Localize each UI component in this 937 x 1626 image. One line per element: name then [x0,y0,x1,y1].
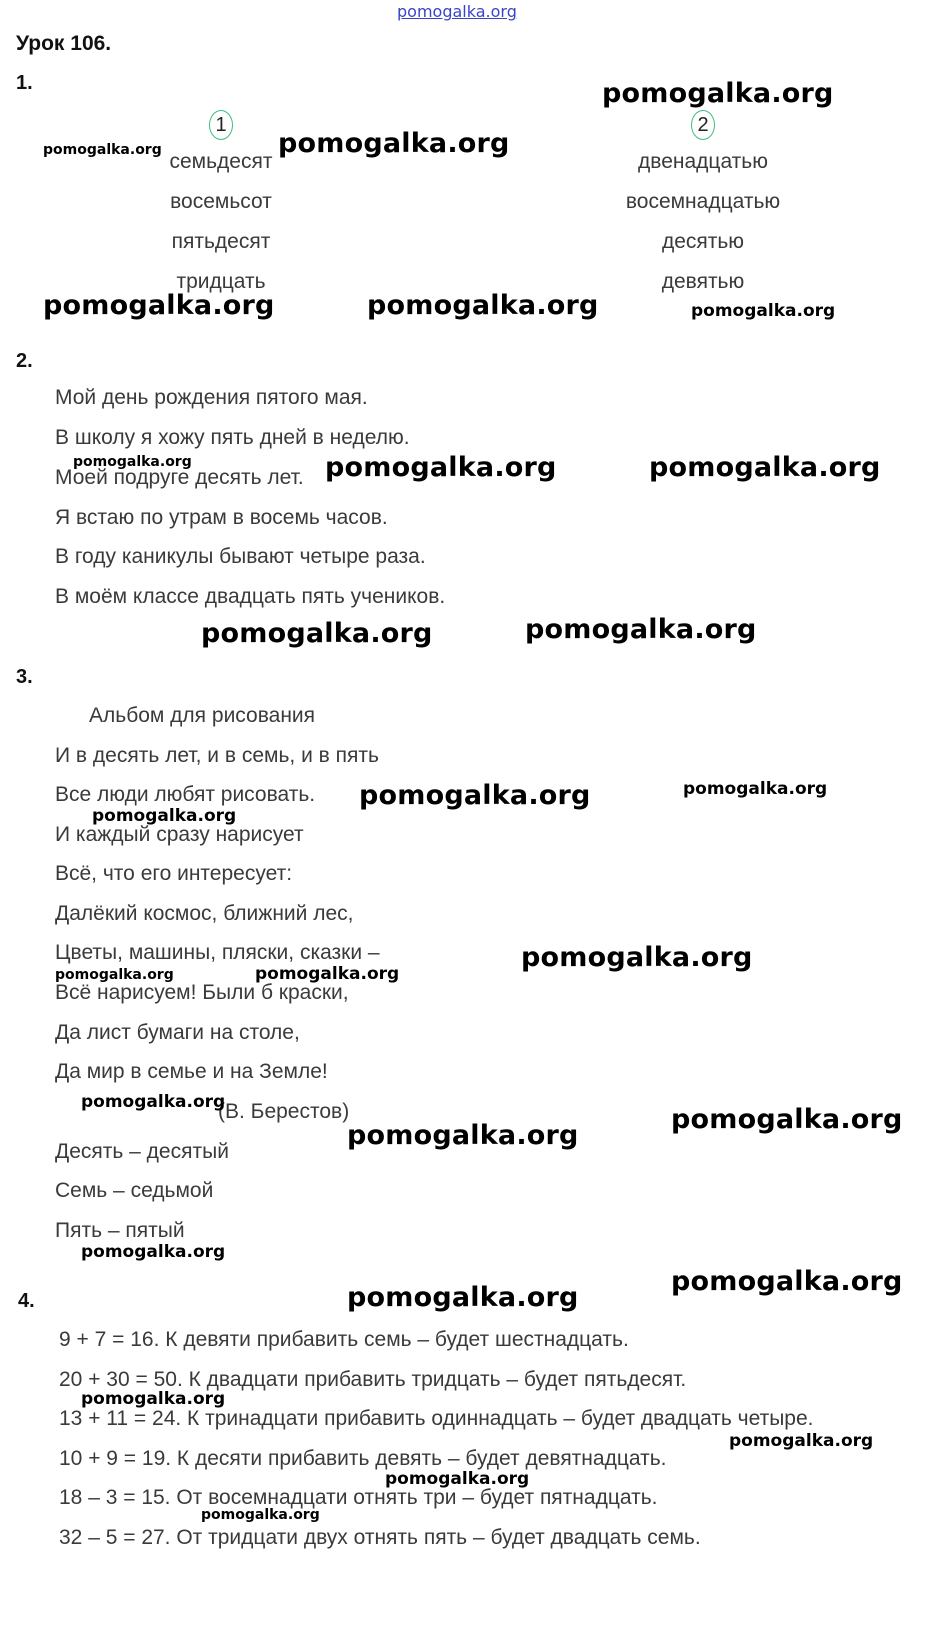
watermark: pomogalka.org [367,290,599,321]
poem-author: (В. Берестов) [218,1100,350,1123]
equation-line: 18 – 3 = 15. От восемнадцати отнять три – будет пятнадцать. [59,1486,658,1509]
poem-line: Цветы, машины, пляски, сказки – [55,941,380,964]
watermark: pomogalka.org [347,1282,579,1313]
watermark: pomogalka.org [55,967,174,983]
poem-line: Да лист бумаги на столе, [55,1021,300,1044]
task2-number: 2. [16,350,33,372]
watermark: pomogalka.org [521,942,753,973]
poem-line: Всё нарисуем! Были б краски, [55,981,349,1004]
list-item: двенадцатью [638,150,768,173]
poem-line: Да мир в семье и на Земле! [55,1060,328,1083]
task1-column1 [140,142,302,302]
watermark: pomogalka.org [73,454,192,470]
watermark: pomogalka.org [255,964,400,984]
list-item: пятьдесят [171,230,271,253]
poem-title: Альбом для рисования [89,704,316,727]
equation-line: 9 + 7 = 16. К девяти прибавить семь – будет шестнадцать. [59,1328,629,1351]
column2-marker: 2 [691,110,715,140]
watermark: pomogalka.org [602,78,834,109]
equation-line: 32 – 5 = 27. От тридцати двух отнять пять – будет двадцать семь. [59,1526,701,1549]
list-item: девятью [661,270,745,293]
task2-line: Моей подруге десять лет. [55,466,304,489]
watermark: pomogalka.org [43,142,162,158]
poem-line: Все люди любят рисовать. [55,783,316,806]
watermark: pomogalka.org [92,806,237,826]
watermark: pomogalka.org [278,128,510,159]
task2-line: Мой день рождения пятого мая. [55,386,368,409]
page-title: Урок 106. [16,32,112,55]
column1-marker: 1 [209,110,233,140]
watermark: pomogalka.org [671,1266,903,1297]
word-pair: Десять – десятый [55,1140,229,1163]
watermark: pomogalka.org [201,1507,320,1523]
watermark: pomogalka.org [201,618,433,649]
task2-line: В школу я хожу пять дней в неделю. [55,426,410,449]
watermark: pomogalka.org [81,1092,226,1112]
watermark: pomogalka.org [385,1469,530,1489]
task1-column2 [600,142,806,302]
list-item: восемьсот [170,190,272,213]
watermark: pomogalka.org [347,1120,579,1151]
watermark: pomogalka.org [43,290,275,321]
watermark: pomogalka.org [81,1389,226,1409]
task4-number: 4. [18,1290,35,1312]
watermark: pomogalka.org [325,452,557,483]
watermark: pomogalka.org [671,1104,903,1135]
poem-line: И в десять лет, и в семь, и в пять [55,744,379,767]
task2-line: Я встаю по утрам в восемь часов. [55,506,388,529]
list-item: восемнадцатью [625,190,781,213]
poem-line: Далёкий космос, ближний лес, [55,902,354,925]
equation-line: 13 + 11 = 24. К тринадцати прибавить одиннадцать – будет двадцать четыре. [59,1407,814,1430]
equation-line: 10 + 9 = 19. К десяти прибавить девять – будет девятнадцать. [59,1447,667,1470]
list-item: семьдесят [169,150,273,173]
top-watermark[interactable]: pomogalka.org [397,2,517,21]
watermark: pomogalka.org [691,301,836,321]
watermark: pomogalka.org [683,779,828,799]
list-item: десятью [661,230,745,253]
list-item: тридцать [176,270,266,293]
task1-number: 1. [16,72,33,94]
equation-line: 20 + 30 = 50. К двадцати прибавить тридцать – будет пятьдесят. [59,1368,687,1391]
task2-line: В моём классе двадцать пять учеников. [55,585,446,608]
task3-number: 3. [16,666,33,688]
word-pair: Пять – пятый [55,1219,185,1242]
watermark: pomogalka.org [359,780,591,811]
watermark: pomogalka.org [649,452,881,483]
watermark: pomogalka.org [729,1431,874,1451]
word-pair: Семь – седьмой [55,1179,214,1202]
watermark: pomogalka.org [81,1242,226,1262]
watermark: pomogalka.org [525,614,757,645]
poem-line: Всё, что его интересует: [55,862,293,885]
task2-line: В году каникулы бывают четыре раза. [55,545,426,568]
poem-line: И каждый сразу нарисует [55,823,304,846]
